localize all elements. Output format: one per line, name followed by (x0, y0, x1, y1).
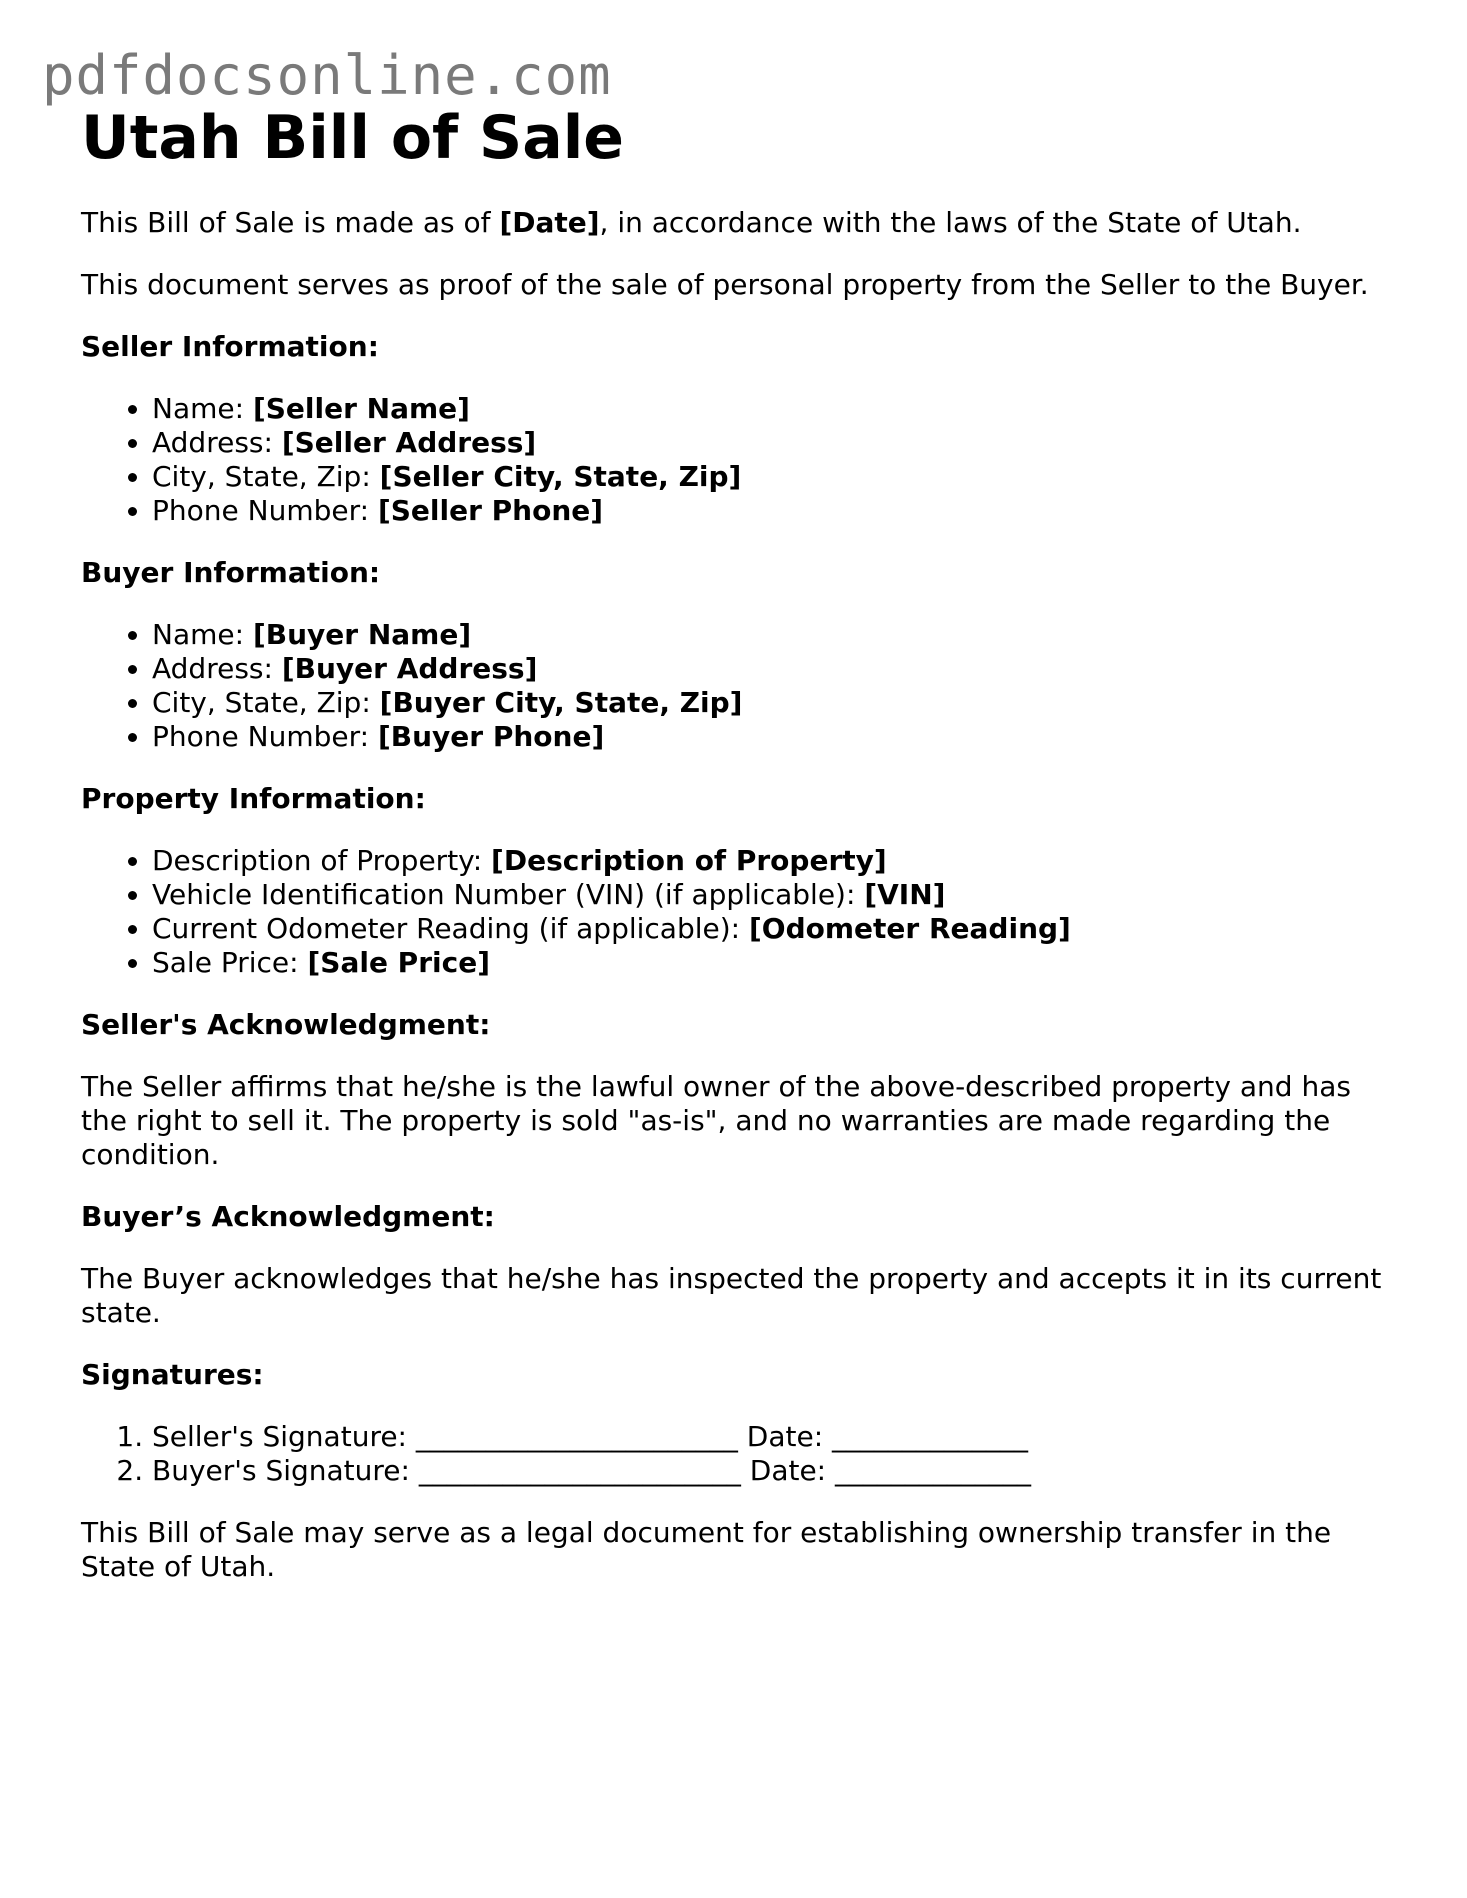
closing-paragraph: This Bill of Sale may serve as a legal document for establishing ownership transfer in the State of Utah. (81, 1516, 1332, 1583)
buyer-phone-item (152, 720, 1391, 754)
property-info-list (81, 844, 1391, 980)
field-value: [Seller Address] (281, 426, 537, 459)
property-info-heading: Property Information: (81, 782, 426, 815)
intro-suffix: , in accordance with the laws of the State of Utah. (599, 206, 1302, 239)
signatures-heading: Signatures: (81, 1358, 264, 1391)
buyer-signature-line: 2. Buyer's Signature: _______________________ Date: ______________ (152, 1454, 1391, 1488)
seller-info-heading: Seller Information: (81, 330, 379, 363)
field-label: Description of Property: (152, 844, 492, 877)
field-value: [Buyer City, State, Zip] (379, 686, 743, 719)
field-label: City, State, Zip: (152, 460, 380, 493)
document-title: Utah Bill of Sale (81, 103, 624, 173)
seller-ack-text: The Seller affirms that he/she is the lawful owner of the above-described property and has the right to sell it. The property is sold "as-is", and no warranties are made regarding the condition. (81, 1070, 1351, 1171)
field-value: [Buyer Name] (252, 618, 472, 651)
seller-address-item (152, 426, 1391, 460)
field-value: [Seller Name] (252, 392, 470, 425)
field-label: Current Odometer Reading (if applicable): (152, 912, 749, 945)
intro-prefix: This Bill of Sale is made as of (81, 206, 500, 239)
seller-city-item (152, 460, 1391, 494)
field-value: [Seller Phone] (377, 494, 604, 527)
field-value: [Buyer Address] (281, 652, 538, 685)
property-vin-item (152, 878, 1391, 912)
field-label: Name: (152, 392, 253, 425)
document-page (81, 98, 1391, 1612)
seller-ack-heading: Seller's Acknowledgment: (81, 1008, 491, 1041)
date-placeholder: [Date] (499, 206, 600, 239)
seller-info-list (81, 392, 1391, 528)
field-label: Address: (152, 426, 282, 459)
field-label: Phone Number: (152, 720, 378, 753)
field-label: Vehicle Identification Number (VIN) (if applicable): (152, 878, 865, 911)
buyer-city-item (152, 686, 1391, 720)
property-price-item (152, 946, 1391, 980)
buyer-ack-heading: Buyer’s Acknowledgment: (81, 1200, 495, 1233)
seller-name-item (152, 392, 1391, 426)
property-odometer-item (152, 912, 1391, 946)
property-description-item (152, 844, 1391, 878)
field-value: [Description of Property] (491, 844, 887, 877)
field-value: [Odometer Reading] (749, 912, 1071, 945)
purpose-paragraph: This document serves as proof of the sale of personal property from the Seller to the Buyer. (81, 268, 1369, 301)
field-value: [Buyer Phone] (377, 720, 605, 753)
field-value: [Sale Price] (307, 946, 490, 979)
watermark: pdfdocsonline.com (42, 44, 612, 107)
field-label: Address: (152, 652, 282, 685)
seller-phone-item (152, 494, 1391, 528)
field-label: Phone Number: (152, 494, 378, 527)
field-value: [VIN] (864, 878, 946, 911)
buyer-name-item (152, 618, 1391, 652)
buyer-info-heading: Buyer Information: (81, 556, 381, 589)
field-label: City, State, Zip: (152, 686, 380, 719)
intro-paragraph (81, 206, 1391, 240)
signatures-list (81, 1420, 1391, 1488)
buyer-ack-text: The Buyer acknowledges that he/she has inspected the property and accepts it in its current state. (81, 1262, 1382, 1329)
buyer-info-list (81, 618, 1391, 754)
buyer-address-item (152, 652, 1391, 686)
seller-signature-line: 1. Seller's Signature: _______________________ Date: ______________ (152, 1420, 1391, 1454)
field-label: Sale Price: (152, 946, 308, 979)
field-label: Name: (152, 618, 253, 651)
field-value: [Seller City, State, Zip] (379, 460, 742, 493)
